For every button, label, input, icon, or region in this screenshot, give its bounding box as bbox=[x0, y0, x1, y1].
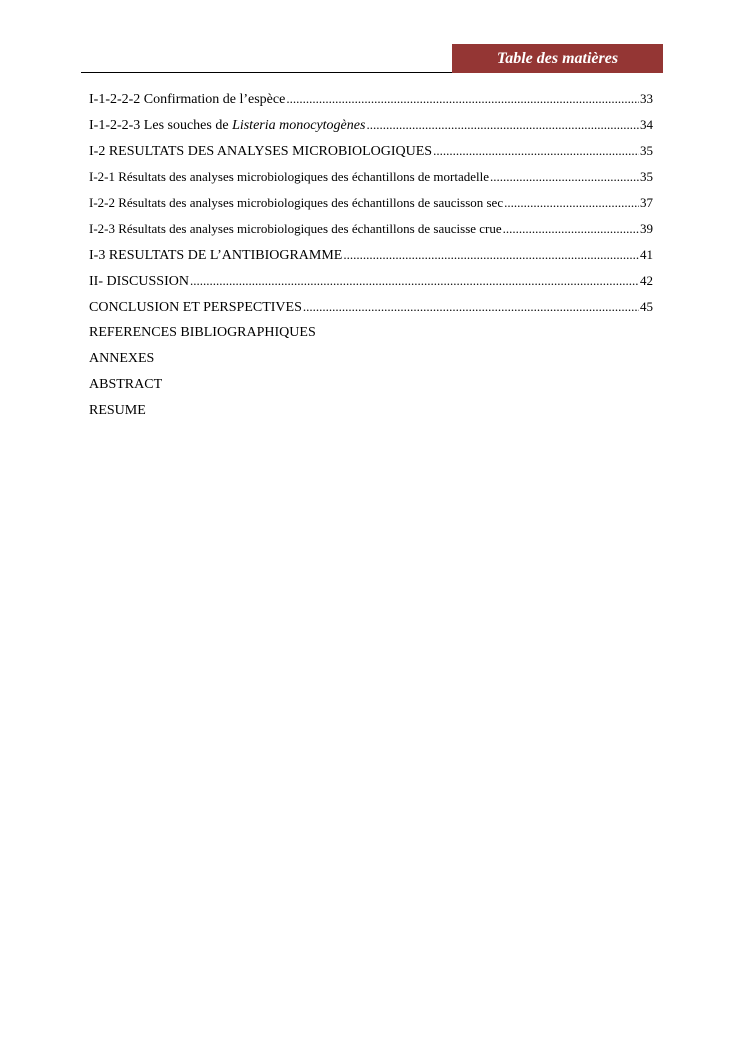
toc-entry[interactable] bbox=[89, 114, 653, 140]
toc-dot-leader bbox=[190, 270, 639, 292]
toc-entry[interactable] bbox=[89, 296, 653, 322]
toc-page-number: 41 bbox=[640, 247, 653, 262]
toc-entry[interactable] bbox=[89, 218, 653, 244]
toc-plain-entry[interactable]: REFERENCES BIBLIOGRAPHIQUES bbox=[89, 325, 316, 340]
toc-entry[interactable] bbox=[89, 166, 653, 192]
toc-dot-leader bbox=[490, 166, 639, 188]
toc-entry-title: I-2-3 Résultats des analyses microbiologiques des échantillons de saucisse crue bbox=[89, 221, 502, 236]
toc-plain-entry[interactable]: ABSTRACT bbox=[89, 377, 163, 392]
toc-entry-title: I-2-1 Résultats des analyses microbiologiques des échantillons de mortadelle bbox=[89, 169, 490, 184]
toc-page-number: 35 bbox=[640, 169, 653, 184]
toc-entry[interactable] bbox=[89, 244, 653, 270]
header-title: Table des matières bbox=[496, 49, 619, 67]
table-of-contents bbox=[89, 88, 653, 426]
toc-entry-title: I-3 RESULTATS DE L’ANTIBIOGRAMME bbox=[89, 248, 343, 263]
toc-dot-leader bbox=[433, 140, 639, 162]
toc-entry-title: I-1-2-2-2 Confirmation de l’espèce bbox=[89, 92, 286, 107]
toc-page-number: 39 bbox=[640, 221, 653, 236]
toc-page-number: 45 bbox=[640, 299, 653, 314]
toc-dot-leader bbox=[366, 114, 639, 136]
toc-page-number: 37 bbox=[640, 195, 653, 210]
toc-dot-leader bbox=[286, 88, 639, 110]
toc-page-number: 34 bbox=[640, 117, 653, 132]
toc-entry-italic: Listeria monocytogènes bbox=[232, 118, 366, 133]
toc-dot-leader bbox=[343, 244, 639, 266]
toc-page-number: 42 bbox=[640, 273, 653, 288]
toc-page-number: 33 bbox=[640, 91, 653, 106]
toc-dot-leader bbox=[303, 296, 639, 318]
toc-entry[interactable] bbox=[89, 192, 653, 218]
toc-entry-title: I-2 RESULTATS DES ANALYSES MICROBIOLOGIQUES bbox=[89, 144, 433, 159]
toc-dot-leader bbox=[503, 218, 639, 240]
header-title-badge bbox=[452, 44, 663, 73]
toc-entry[interactable] bbox=[89, 88, 653, 114]
toc-entry-title: I-2-2 Résultats des analyses microbiologiques des échantillons de saucisson sec bbox=[89, 195, 504, 210]
toc-plain-entry[interactable]: ANNEXES bbox=[89, 351, 155, 366]
toc-plain-entry[interactable]: RESUME bbox=[89, 403, 146, 418]
toc-entry-title: I-1-2-2-3 Les souches de Listeria monocytogènes bbox=[89, 118, 366, 133]
toc-entry[interactable] bbox=[89, 140, 653, 166]
toc-page-number: 35 bbox=[640, 143, 653, 158]
toc-entry-title: II- DISCUSSION bbox=[89, 274, 189, 289]
toc-dot-leader bbox=[504, 192, 639, 214]
toc-entry[interactable] bbox=[89, 270, 653, 296]
toc-entry-title: CONCLUSION ET PERSPECTIVES bbox=[89, 300, 302, 315]
